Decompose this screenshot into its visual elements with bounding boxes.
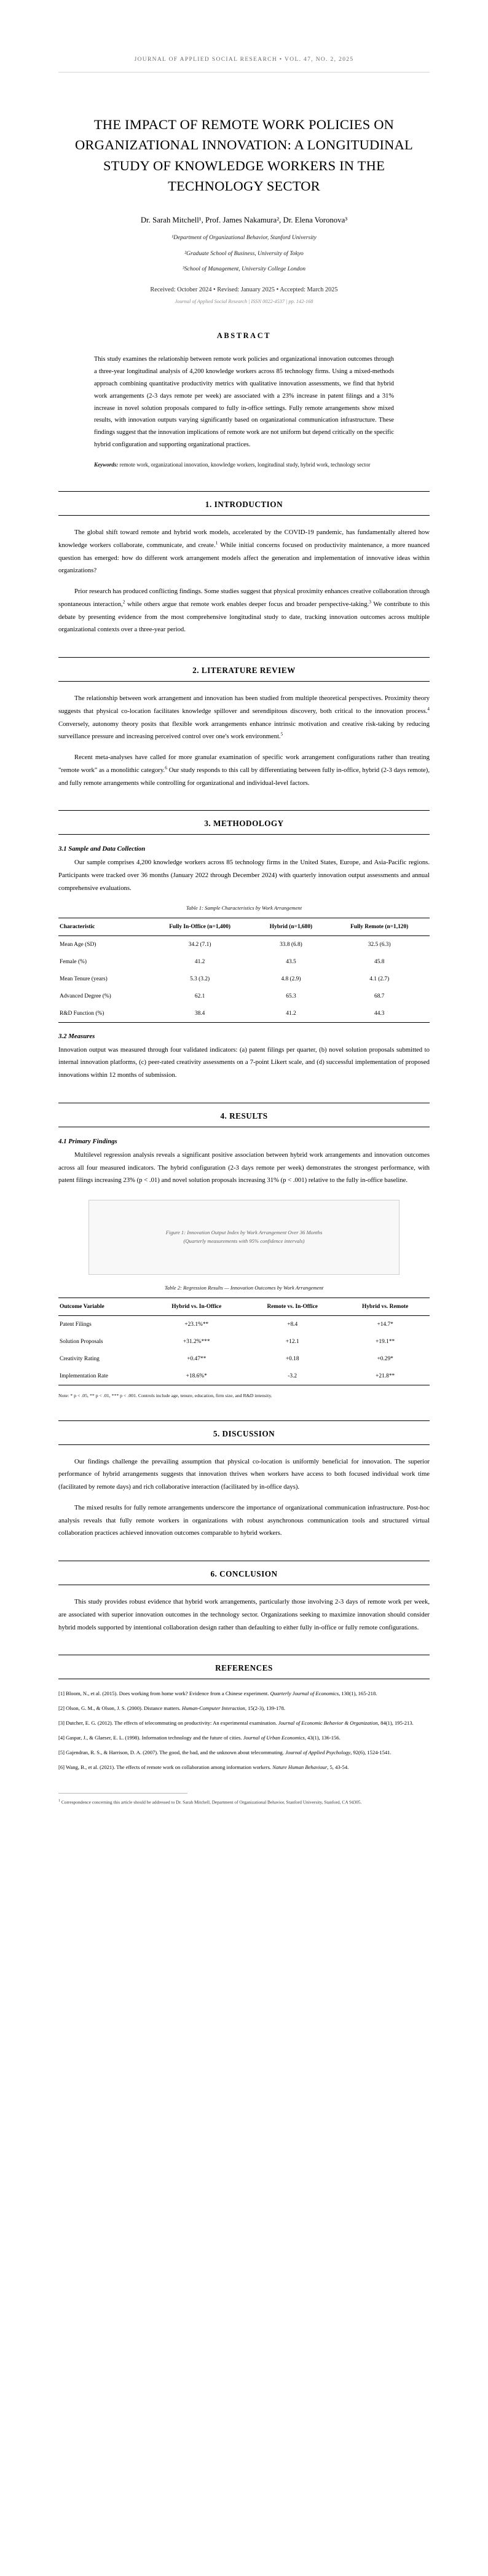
table2-note: Note: * p < .05, ** p < .01, *** p < .001. Controls include age, tenure, education, firm size, and R&D intensity.	[58, 1393, 272, 1399]
table1-r4-c3: 44.3	[329, 1005, 430, 1023]
table2-r3-c2: -3.2	[244, 1368, 340, 1385]
ref-3-post: , 43(1), 136-156.	[304, 1735, 340, 1741]
table1-r3-c3: 68.7	[374, 993, 385, 999]
table2-r2-c3: +0.29*	[377, 1356, 393, 1363]
section-rule-discussion-bottom	[58, 1444, 430, 1445]
intro-p1-a: The global shift toward remote and hybrid work models, accelerated by the COVID-19 pandemic, has fundamentally altered how knowledge workers collaborate, communicate, and create.	[58, 529, 430, 549]
ref-5-pre: [6] Wang, B., et al. (2021). The effects of remote work on collaboration among information workers.	[58, 1764, 273, 1771]
section-rule-intro-bottom	[58, 515, 430, 516]
intro-p2-a: Prior research has produced conflicting findings. Some studies suggest that physical proximity enhances creative collaboration through spontaneous interaction,	[58, 588, 430, 608]
keywords-label: Keywords:	[94, 462, 119, 468]
literature-paragraph-2	[58, 751, 430, 789]
ref-4-pre: [5] Gajendran, R. S., & Harrison, D. A. (2007). The good, the bad, and the unknown about telecommuting.	[58, 1749, 286, 1756]
ref-3-pre: [4] Gaspar, J., & Glaeser, E. L. (1998). Information technology and the future of cities.	[58, 1735, 243, 1741]
table1-r1-c2: 43.5	[286, 958, 296, 965]
ref-1-post: , 15(2-3), 139-178.	[245, 1705, 286, 1712]
table1-r2-c3: 4.1 (2.7)	[369, 975, 390, 982]
table2-col-2: Remote vs. In-Office	[244, 1298, 340, 1316]
ref-4-post: , 92(6), 1524-1541.	[350, 1749, 392, 1756]
table1-r0-c0: Mean Age (SD)	[60, 941, 96, 948]
results-paragraph-1: Multilevel regression analysis reveals a significant positive association between hybrid work arrangements and innovation outcomes across all four measured indicators. The hybrid configuration (2-3 days remote per week) demonstrates the strongest performance, with patent filings increasing 23% (p < .01) and novel solution proposals increasing 31% (p < .001) relative to the fully in-office baseline.	[58, 1151, 430, 1184]
publication-dates: Received: October 2024 • Revised: January 2025 • Accepted: March 2025	[150, 286, 338, 293]
ref-0-post: , 130(1), 165-218.	[339, 1690, 377, 1697]
table-row	[58, 988, 430, 1005]
table-row	[58, 1350, 430, 1368]
section-rule-discussion-top	[58, 1420, 430, 1421]
footnote-text	[58, 1798, 430, 1830]
figure-1-caption-line-2: (Quarterly measurements with 95% confidence intervals)	[183, 1238, 305, 1245]
subsection-heading-primary-findings: 4.1 Primary Findings	[58, 1137, 117, 1145]
table1-r4-c1: 38.4	[147, 1005, 253, 1023]
table2-col-0: Outcome Variable	[58, 1298, 149, 1316]
subsection-heading-sample: 3.1 Sample and Data Collection	[58, 845, 146, 853]
table-row	[58, 1368, 430, 1385]
section-rule-lit-top	[58, 657, 430, 658]
header-divider	[58, 72, 430, 73]
table1-r4-c0: R&D Function (%)	[58, 1005, 147, 1023]
ref-0-pre: [1] Bloom, N., et al. (2015). Does working from home work? Evidence from a Chinese experiment.	[58, 1690, 270, 1697]
keywords-line	[94, 460, 394, 470]
table1-r2-c2: 4.8 (2.9)	[281, 975, 301, 982]
footnote-marker: 1	[58, 1799, 60, 1803]
methodology-paragraph-2: Innovation output was measured through four validated indicators: (a) patent filings per quarter, (b) novel solution proposals submitted to internal innovation platforms, (c) peer-rated creativity assessments on a 7-point Likert scale, and (d) successful implementation of proposed innovations within 12 months of submission.	[58, 1046, 430, 1079]
discussion-paragraph-1: Our findings challenge the prevailing assumption that physical co-location is uniformly beneficial for innovation. The superior performance of hybrid arrangements suggests that innovation thrives when workers have access to both focused individual work time (facilitated by remote days) and rich collaborative interaction (facilitated by in-office days).	[58, 1457, 430, 1491]
table2-r1-c3: +19.1**	[376, 1339, 395, 1345]
ref-1-journal: Human-Computer Interaction	[181, 1705, 245, 1712]
section-rule-intro-top	[58, 491, 430, 492]
citation-ref-2: 2	[122, 599, 125, 605]
running-head: JOURNAL OF APPLIED SOCIAL RESEARCH • VOL. 47, NO. 2, 2025	[134, 57, 354, 63]
footnote-ref-1: 1	[215, 540, 218, 546]
section-rule-lit-bottom	[58, 681, 430, 682]
table-sample-characteristics	[58, 918, 430, 1023]
list-item	[58, 1719, 430, 1728]
table1-r3-c0: Advanced Degree (%)	[60, 993, 111, 999]
lit-p1-a: The relationship between work arrangement and innovation has been studied from multiple theoretical perspectives. Proximity theory suggests that physical co-location facilitates knowledge spillover and serendipitous discovery, both critical to the innovation process.	[58, 695, 430, 715]
list-item	[58, 1749, 430, 1757]
table2-r0-c2: +8.4	[287, 1321, 298, 1328]
table2-r0-c0: Patent Filings	[60, 1321, 92, 1328]
table1-r2-c1: 5.3 (3.2)	[190, 975, 210, 982]
table2-r2-c2: +0.18	[285, 1356, 299, 1363]
section-rule-method-bottom	[58, 834, 430, 835]
discussion-paragraph-2: The mixed results for fully remote arrangements underscore the importance of organizational communication infrastructure. Post-hoc analysis reveals that fully remote workers in organizations with robust asynchronous communication tools and structured virtual collaboration practices achieved innovation outcomes comparable to hybrid workers.	[58, 1503, 430, 1537]
section-rule-method-top	[58, 810, 430, 811]
table2-r3-c3: +21.8**	[340, 1368, 430, 1385]
table2-r2-c1: +0.47**	[187, 1356, 207, 1363]
affiliation-1: ¹Department of Organizational Behavior, Stanford University	[171, 234, 317, 242]
section-heading-introduction: 1. INTRODUCTION	[205, 500, 283, 510]
abstract-section	[94, 331, 394, 470]
lit-p2-b: Our study responds to this call by differentiating between fully in-office, hybrid (2-3 days remote), and fully remote arrangements while controlling for organizational and individual-level factors.	[58, 766, 430, 787]
table-row	[58, 1316, 430, 1334]
intro-p2-b: while others argue that remote work enables deeper focus and broader perspective-taking.	[125, 600, 369, 608]
table1-r0-c3: 32.5 (6.3)	[368, 941, 391, 948]
methodology-paragraph-1: Our sample comprises 4,200 knowledge workers across 85 technology firms in the United States, Europe, and Asia-Pacific regions. Participants were tracked over 36 months (January 2022 through December 2024) with quarterly innovation output assessments and annual comprehensive evaluations.	[58, 859, 430, 892]
table2-header-row	[58, 1298, 430, 1316]
table1-r1-c3: 45.8	[374, 958, 385, 965]
ref-4-journal: Journal of Applied Psychology	[285, 1749, 351, 1756]
footnote-divider	[58, 1793, 187, 1794]
ref-1-pre: [2] Olson, G. M., & Olson, J. S. (2000). Distance matters.	[58, 1705, 182, 1712]
table2-col-1: Hybrid vs. In-Office	[149, 1298, 244, 1316]
affiliation-2: ²Graduate School of Business, University of Tokyo	[184, 250, 304, 257]
footnote-body: Correspondence concerning this article should be addressed to Dr. Sarah Mitchell, Department of Organizational Behavior, Stanford University, Stanford, CA 94305.	[60, 1799, 362, 1805]
list-item	[58, 1734, 430, 1743]
citation-ref-5: 5	[280, 731, 283, 737]
intro-paragraph-1	[58, 526, 430, 577]
conclusion-paragraph-1: This study provides robust evidence that hybrid work arrangements, particularly those involving 2-3 days of remote work per week, are associated with superior innovation outcomes in the technology sector. Organizations seeking to maximize innovation should consider hybrid models supported by intentional collaboration design rather than defaulting to either fully in-office or fully remote configurations.	[58, 1598, 430, 1631]
literature-paragraph-1	[58, 692, 430, 743]
section-heading-literature-review: 2. LITERATURE REVIEW	[192, 666, 296, 676]
table1-r1-c1: 41.2	[194, 958, 205, 965]
table1-col-3: Fully Remote (n=1,120)	[329, 918, 430, 935]
list-item	[58, 1704, 430, 1713]
table1-r3-c2: 65.3	[286, 993, 296, 999]
table2-r1-c2: +12.1	[285, 1339, 299, 1345]
ref-5-journal: Nature Human Behaviour	[272, 1764, 328, 1771]
table1-r3-c1: 62.1	[194, 993, 205, 999]
table2-r1-c1: +31.2%***	[183, 1339, 210, 1345]
citation-ref-6: 6	[165, 765, 167, 771]
figure-1-placeholder	[89, 1200, 399, 1275]
table2-r0-c1: +23.1%**	[184, 1321, 209, 1328]
table2-r3-c0: Implementation Rate	[58, 1368, 149, 1385]
citation-ref-3: 3	[369, 599, 371, 605]
list-item	[58, 1690, 430, 1698]
table2-r0-c3: +14.7*	[377, 1321, 393, 1328]
table1-caption: Table 1: Sample Characteristics by Work Arrangement	[186, 904, 302, 911]
table1-col-2: Hybrid (n=1,680)	[253, 918, 329, 935]
issn-line: Journal of Applied Social Research | ISSN 0022-4537 | pp. 142-168	[175, 298, 313, 304]
figure-1-caption-line-1: Figure 1: Innovation Output Index by Work Arrangement Over 36 Months	[165, 1229, 323, 1236]
table1-header-row	[58, 918, 430, 935]
page-title: THE IMPACT OF REMOTE WORK POLICIES ON ORGANIZATIONAL INNOVATION: A LONGITUDINAL STUDY OF KNOWLEDGE WORKERS IN THE TECHNOLOGY SECTOR	[74, 117, 413, 194]
table1-r0-c2: 33.8 (6.8)	[280, 941, 302, 948]
citation-ref-4: 4	[427, 706, 430, 712]
table1-col-0: Characteristic	[58, 918, 147, 935]
ref-2-post: , 84(1), 195-213.	[377, 1720, 414, 1727]
lit-p2-a: Recent meta-analyses have called for more granular examination of specific work arrangement configurations rather than treating "remote work" as a monolithic category.	[58, 754, 430, 774]
section-heading-results: 4. RESULTS	[220, 1111, 268, 1121]
section-heading-conclusion: 6. CONCLUSION	[210, 1569, 278, 1579]
list-item	[58, 1763, 430, 1772]
table1-r2-c0: Mean Tenure (years)	[60, 975, 108, 982]
table2-r3-c1: +18.6%*	[149, 1368, 244, 1385]
table-row	[58, 971, 430, 988]
table-row	[58, 935, 430, 953]
keywords-values: remote work, organizational innovation, knowledge workers, longitudinal study, hybrid work, technology sector	[118, 462, 371, 468]
ref-3-journal: Journal of Urban Economics	[243, 1735, 305, 1741]
ref-2-pre: [3] Dutcher, E. G. (2012). The effects of telecommuting on productivity: An experimental examination.	[58, 1720, 278, 1727]
table2-r1-c0: Solution Proposals	[60, 1339, 103, 1345]
reference-list	[58, 1690, 430, 1772]
section-heading-methodology: 3. METHODOLOGY	[204, 819, 284, 829]
table1-r1-c0: Female (%)	[60, 958, 87, 965]
table2-caption: Table 2: Regression Results — Innovation Outcomes by Work Arrangement	[164, 1285, 324, 1291]
table2-col-3: Hybrid vs. Remote	[340, 1298, 430, 1316]
ref-5-post: , 5, 43-54.	[327, 1764, 349, 1771]
table1-col-1: Fully In-Office (n=1,400)	[147, 918, 253, 935]
affiliation-3: ³School of Management, University College London	[182, 266, 306, 273]
lit-p1-b: Conversely, autonomy theory posits that flexible work arrangements enhance intrinsic motivation and creative risk-taking by reducing surveillance pressure and increasing perceived control over one's work environment.	[58, 720, 430, 741]
table2-r2-c0: Creativity Rating	[60, 1356, 100, 1363]
section-heading-references: REFERENCES	[215, 1663, 273, 1673]
table-row	[58, 1005, 430, 1023]
author-list: Dr. Sarah Mitchell¹, Prof. James Nakamura², Dr. Elena Voronova³	[140, 216, 348, 225]
table-row	[58, 1333, 430, 1350]
section-heading-discussion: 5. DISCUSSION	[213, 1428, 275, 1438]
abstract-heading: ABSTRACT	[216, 331, 272, 340]
ref-0-journal: Quarterly Journal of Economics	[270, 1690, 339, 1697]
table-row	[58, 953, 430, 971]
table-regression-results	[58, 1298, 430, 1385]
intro-paragraph-2	[58, 585, 430, 636]
subsection-heading-measures: 3.2 Measures	[58, 1032, 95, 1040]
ref-2-journal: Journal of Economic Behavior & Organization	[278, 1720, 378, 1727]
intro-p2-c: We contribute to this debate by presenting evidence from the most comprehensive longitudinal study to date, tracking innovation outcomes across multiple organizational contexts over a three-year period.	[58, 600, 430, 634]
table1-r4-c2: 41.2	[253, 1005, 329, 1023]
abstract-text: This study examines the relationship between remote work policies and organizational innovation outcomes through a three-year longitudinal analysis of 4,200 knowledge workers across 85 technology firms. Using a mixed-methods approach combining quantitative productivity metrics with qualitative innovation assessments, we find that hybrid work arrangements (2-3 days remote per week) are associated with a 23% increase in patent filings and a 31% increase in novel solution proposals compared to fully in-office settings. Fully remote arrangements show mixed results, with innovation outputs varying significantly based on organizational communication infrastructure. These findings suggest that the innovation implications of remote work are not uniform but depend critically on the specific hybrid configuration and supporting organizational practices.	[94, 355, 394, 449]
intro-p1-b: While initial concerns focused on productivity maintenance, a more nuanced question has emerged: how do different work arrangement models affect the generation and implementation of innovative ideas within organizations?	[58, 541, 430, 575]
table1-r0-c1: 34.2 (7.1)	[188, 941, 211, 948]
